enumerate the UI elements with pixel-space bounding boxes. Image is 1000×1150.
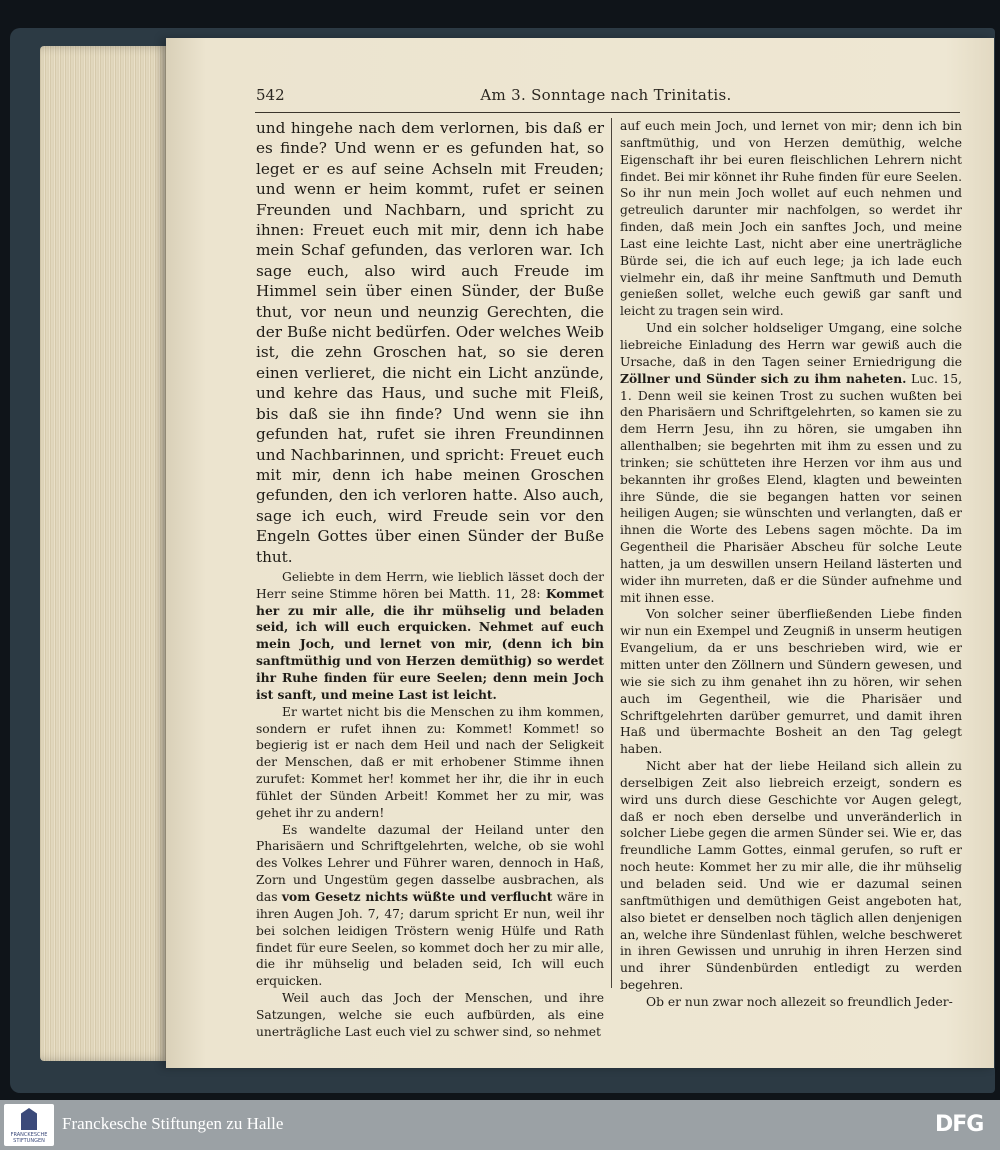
- page-header: [256, 86, 956, 108]
- paragraph: Von solcher seiner überfließenden Liebe finden wir nun ein Exempel und Zeugniß in unserm heutigen Evangelium, da er uns beschrieben wird, wie er mitten unter den Zöllnern und Sündern gewesen, und wie sie sich zu ihm genahet ihn zu hören, wir sehen auch im Gegentheil, wie die Pharisäer und Schriftgelehrten darüber gemurret, und damit ihren Haß und übermachte Bosheit an den Tag gelegt haben.: [620, 607, 962, 757]
- page-edges: [40, 46, 170, 1061]
- paragraph-text: Es wandelte dazumal der Heiland unter den Pharisäern und Schriftgelehrten, welche, ob sie wohl des Volkes Lehrer und Führer waren, dennoch in Haß, Zorn und Ungestüm gegen dasselbe ausbrachen, als das: [256, 822, 604, 904]
- paragraph: Ob er nun zwar noch allezeit so freundlich Jeder-: [646, 994, 953, 1009]
- logo-line: STIFTUNGEN: [13, 1138, 45, 1144]
- building-icon: [21, 1108, 37, 1130]
- dfg-logo[interactable]: DFG: [935, 1112, 984, 1137]
- scripture-text: und hingehe nach dem verlornen, bis daß er es finde? Und wenn er es gefunden hat, so leget er es auf seine Achseln mit Freuden; und wenn er heim kommt, rufet er seinen Freunden und Nachbarn, und spricht zu ihnen: Freuet euch mit mir, denn ich habe mein Schaf gefunden, das verloren war. Ich sage euch, also wird auch Freude im Himmel sein über einen Sünder, der Buße thut, vor neun und neunzig Gerechten, die der Buße nicht bedürfen. Oder welches Weib ist, die zehn Groschen hat, so sie deren einen verlieret, die nicht ein Licht anzünde, und kehre das Haus, und suche mit Fleiß, bis daß sie ihn finde? Und wenn sie ihn gefunden hat, rufet sie ihren Freundinnen und Nachbarinnen, und spricht: Freuet euch mit mir, denn ich habe meinen Groschen gefunden, den ich verloren hatte. Also auch, sage ich euch, wird Freude sein vor den Engeln Gottes über einen Sünder der Buße thut.: [256, 119, 604, 566]
- logo-caption: [4, 1132, 54, 1144]
- paragraph: Nicht aber hat der liebe Heiland sich allein zu derselbigen Zeit also liebreich erzeigt, sondern es wird uns durch diese Geschichte vor Augen gelegt, daß er noch eben derselbe und unveränderlich in solcher Liebe gegen die armen Sünder sei. Wie er, das freundliche Lamm Gottes, einmal gerufen, so ruft er noch heute: Kommet her zu mir alle, die ihr mühselig und beladen seid. Und wie er dazumal seinen sanftmüthigen und demüthigen Geist angeboten hat, also bietet er denselben noch täglich allen denjenigen an, welche ihre Sündenlast fühlen, welche beschweret in ihren Gewissen und unruhig in ihren Herzen sind und ihrer Sündenbürden entledigt zu werden begehren.: [620, 759, 962, 993]
- paragraph: [256, 822, 604, 990]
- left-column: [256, 118, 604, 1041]
- header-rule: [255, 112, 960, 113]
- paragraph: Weil auch das Joch der Menschen, und ihre Satzungen, welche sie euch aufbürden, als eine unerträgliche Last euch viel zu schwer sind, so nehmet: [256, 991, 604, 1039]
- column-divider: [611, 118, 612, 988]
- franckesche-logo[interactable]: [4, 1104, 54, 1146]
- right-column: [620, 118, 962, 1011]
- emphasized-quote: Kommet her zu mir alle, die ihr mühselig und beladen seid, ich will euch erquicken. Nehmet auf euch mein Joch, und lernet von mir, (denn ich bin sanftmüthig und von Herzen demüthig) so werdet ihr Ruhe finden für eure Seelen; denn mein Joch ist sanft, und meine Last ist leicht.: [256, 585, 604, 702]
- paragraph: auf euch mein Joch, und lernet von mir; denn ich bin sanftmüthig, und von Herzen demüthig, welche Eigenschaft ihr bei euren fleischlichen Lehrern nicht findet. Bei mir könnet ihr Ruhe finden für eure Seelen. So ihr nun mein Joch wollet auf euch nehmen und getreulich darunter mir nachfolgen, so werdet ihr finden, daß mein Joch ein sanftes Joch, und meine Last eine leichte Last, nicht aber eine unerträgliche Bürde sei, die ich auf euch lege; ja ich lade euch vielmehr ein, daß ihr meine Sanftmuth und Demuth genießen sollet, welche euch gewiß gar sanft und leicht zu tragen sein wird.: [620, 119, 962, 319]
- viewer-footer: [0, 1100, 1000, 1150]
- paragraph-text: Luc. 15, 1. Denn weil sie keinen Trost zu suchen wußten bei den Pharisäern und Schriftgelehrten, so kamen sie zu dem Herrn Jesu, ihn zu hören, sie umgaben ihn allenthalben; sie begehrten mit ihm zu essen und zu trinken; sie schütteten ihre Herzen vor ihm aus und bekannten ihr großes Elend, klagten und beweinten ihre Sünde, die sie begangen hatten vor seinen heiligen Augen; sie wünschten und verlangten, daß er ihnen die Worte des Lebens sagen möchte. Da im Gegentheil die Pharisäer Abscheu für solche Leute hatten, ja um deswillen unsern Heiland lästerten und wider ihn murreten, daß er die Sünder aufnehme und mit ihnen esse.: [620, 371, 962, 605]
- logo-line: FRANCKESCHE: [10, 1132, 48, 1138]
- emphasized-text: vom Gesetz nichts wüßte und verflucht: [281, 888, 553, 904]
- paragraph-text: Geliebte in dem Herrn, wie lieblich lässet doch der Herr seine Stimme hören bei Matth. 11, 28:: [256, 569, 604, 601]
- running-head: Am 3. Sonntage nach Trinitatis.: [480, 86, 732, 104]
- page-number: 542: [256, 86, 285, 104]
- paragraph: [256, 569, 604, 704]
- paragraph-text: Und ein solcher holdseliger Umgang, eine solche liebreiche Einladung des Herrn war gewiß auch die Ursache, daß in den Tagen seiner Erniedrigung die: [620, 321, 962, 369]
- paragraph-text: wäre in ihren Augen Joh. 7, 47; darum spricht Er nun, weil ihr bei solchen leidigen Tröstern wenig Hülfe und Rath findet für eure Seelen, so kommet doch her zu mir alle, die ihr mühselig und beladen seid, Ich will euch erquicken.: [256, 889, 604, 989]
- institution-title[interactable]: Franckesche Stiftungen zu Halle: [62, 1114, 284, 1133]
- paragraph: Er wartet nicht bis die Menschen zu ihm kommen, sondern er rufet ihnen zu: Kommet! Kommet! so begierig ist er nach dem Heil und nach der Seligkeit der Menschen, daß er mit erhobener Stimme ihnen zurufet: Kommet her! kommet her ihr, die ihr in euch fühlet der Sünden Arbeit! Kommet her zu mir, was gehet ihr zu andern!: [256, 704, 604, 820]
- emphasized-text: Zöllner und Sünder sich zu ihm naheten.: [620, 370, 907, 386]
- paragraph: [620, 320, 962, 606]
